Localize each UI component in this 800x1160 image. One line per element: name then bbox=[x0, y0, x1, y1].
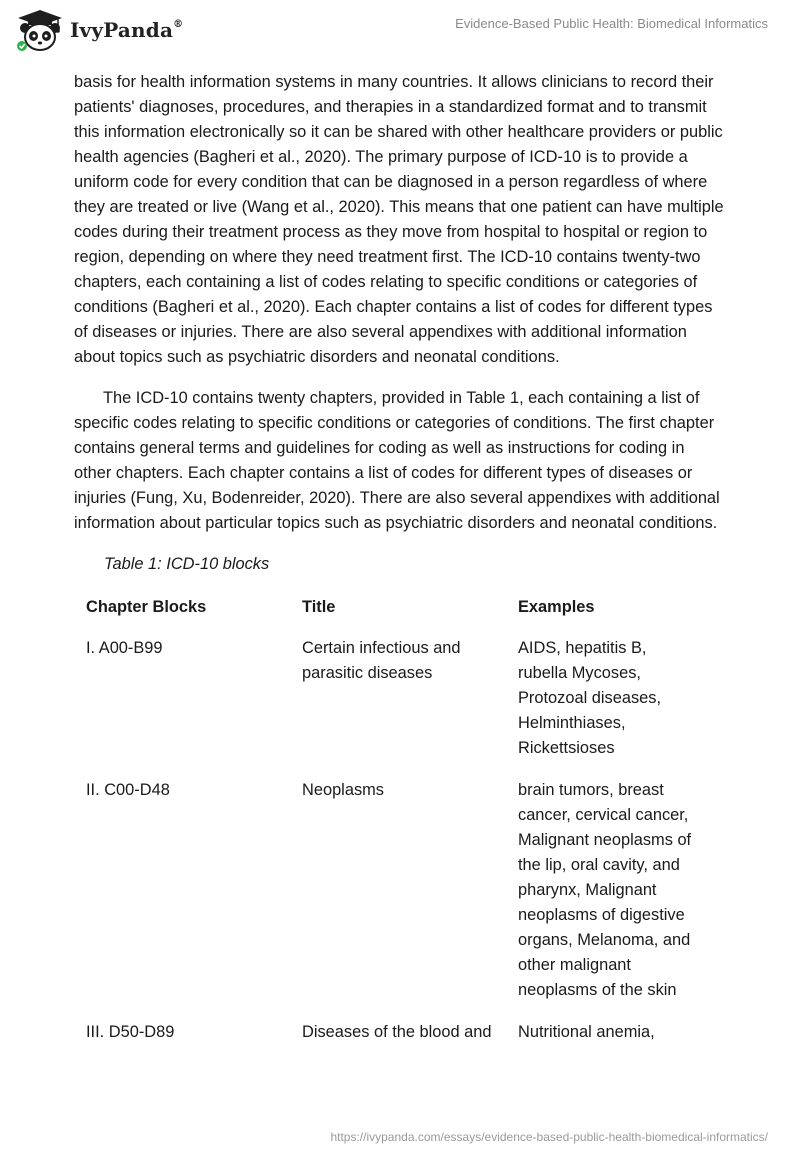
examples-cell: brain tumors, breast cancer, cervical cancer, Malignant neoplasms of the lip, oral cavity, and pharynx, Malignant neoplasms of digestive organs, Melanoma, and other malignant neoplasms of the skin bbox=[518, 781, 692, 999]
title-cell: Diseases of the blood and bbox=[302, 1023, 492, 1041]
examples-cell: Nutritional anemia, bbox=[518, 1023, 655, 1041]
table-caption: Table 1: ICD-10 blocks bbox=[104, 555, 270, 573]
column-header: Chapter Blocks bbox=[86, 598, 207, 616]
essay-content bbox=[74, 70, 724, 1062]
title-cell: Neoplasms bbox=[302, 781, 384, 799]
chapter-block-cell: III. D50-D89 bbox=[86, 1023, 175, 1041]
table-row bbox=[74, 1020, 712, 1062]
examples-cell: AIDS, hepatitis B, rubella Mycoses, Protozoal diseases, Helminthiases, Rickettsioses bbox=[518, 639, 662, 757]
title-cell: Certain infectious and parasitic diseases bbox=[302, 639, 461, 682]
icd10-blocks-table bbox=[74, 595, 712, 1062]
paragraph: The ICD-10 contains twenty chapters, provided in Table 1, each containing a list of specific codes relating to specific conditions or categories of conditions. The first chapter contains general terms and guidelines for coding as well as instructions for coding in other chapters. Each chapter contains a list of codes for different types of diseases or injuries (Fung, Xu, Bodenreider, 2020). There are also several appendixes with additional information about particular topics such as psychiatric disorders and neonatal conditions. bbox=[74, 389, 720, 532]
column-header: Title bbox=[302, 598, 336, 616]
brand-name: IvyPanda® bbox=[70, 18, 184, 42]
chapter-block-cell: II. C00-D48 bbox=[86, 781, 170, 799]
source-url[interactable]: https://ivypanda.com/essays/evidence-based-public-health-biomedical-informatics/ bbox=[330, 1130, 768, 1144]
paragraph: basis for health information systems in many countries. It allows clinicians to record their patients' diagnoses, procedures, and therapies in a standardized format and to transmit this information electronically so it can be shared with other healthcare providers or public health agencies (Bagheri et al., 2020). The primary purpose of ICD-10 is to provide a uniform code for every condition that can be diagnosed in a person regardless of where they are treated or live (Wang et al., 2020). This means that one patient can have multiple codes during their treatment process as they move from hospital to hospital or region to region, depending on where they need treatment first. The ICD-10 contains twenty-two chapters, each containing a list of codes relating to specific conditions or categories of conditions (Bagheri et al., 2020). Each chapter contains a list of codes for different types of diseases or injuries. There are also several appendixes with additional information about topics such as psychiatric disorders and neonatal conditions. bbox=[74, 73, 724, 366]
page-header bbox=[0, 0, 800, 70]
running-head: Evidence-Based Public Health: Biomedical Informatics bbox=[455, 16, 768, 31]
ivypanda-logo[interactable] bbox=[14, 8, 183, 52]
column-header: Examples bbox=[518, 598, 595, 616]
chapter-block-cell: I. A00-B99 bbox=[86, 639, 163, 657]
table-row bbox=[74, 636, 712, 778]
table-row bbox=[74, 778, 712, 1020]
panda-graduate-icon bbox=[14, 8, 66, 52]
table-header-row bbox=[74, 595, 712, 636]
